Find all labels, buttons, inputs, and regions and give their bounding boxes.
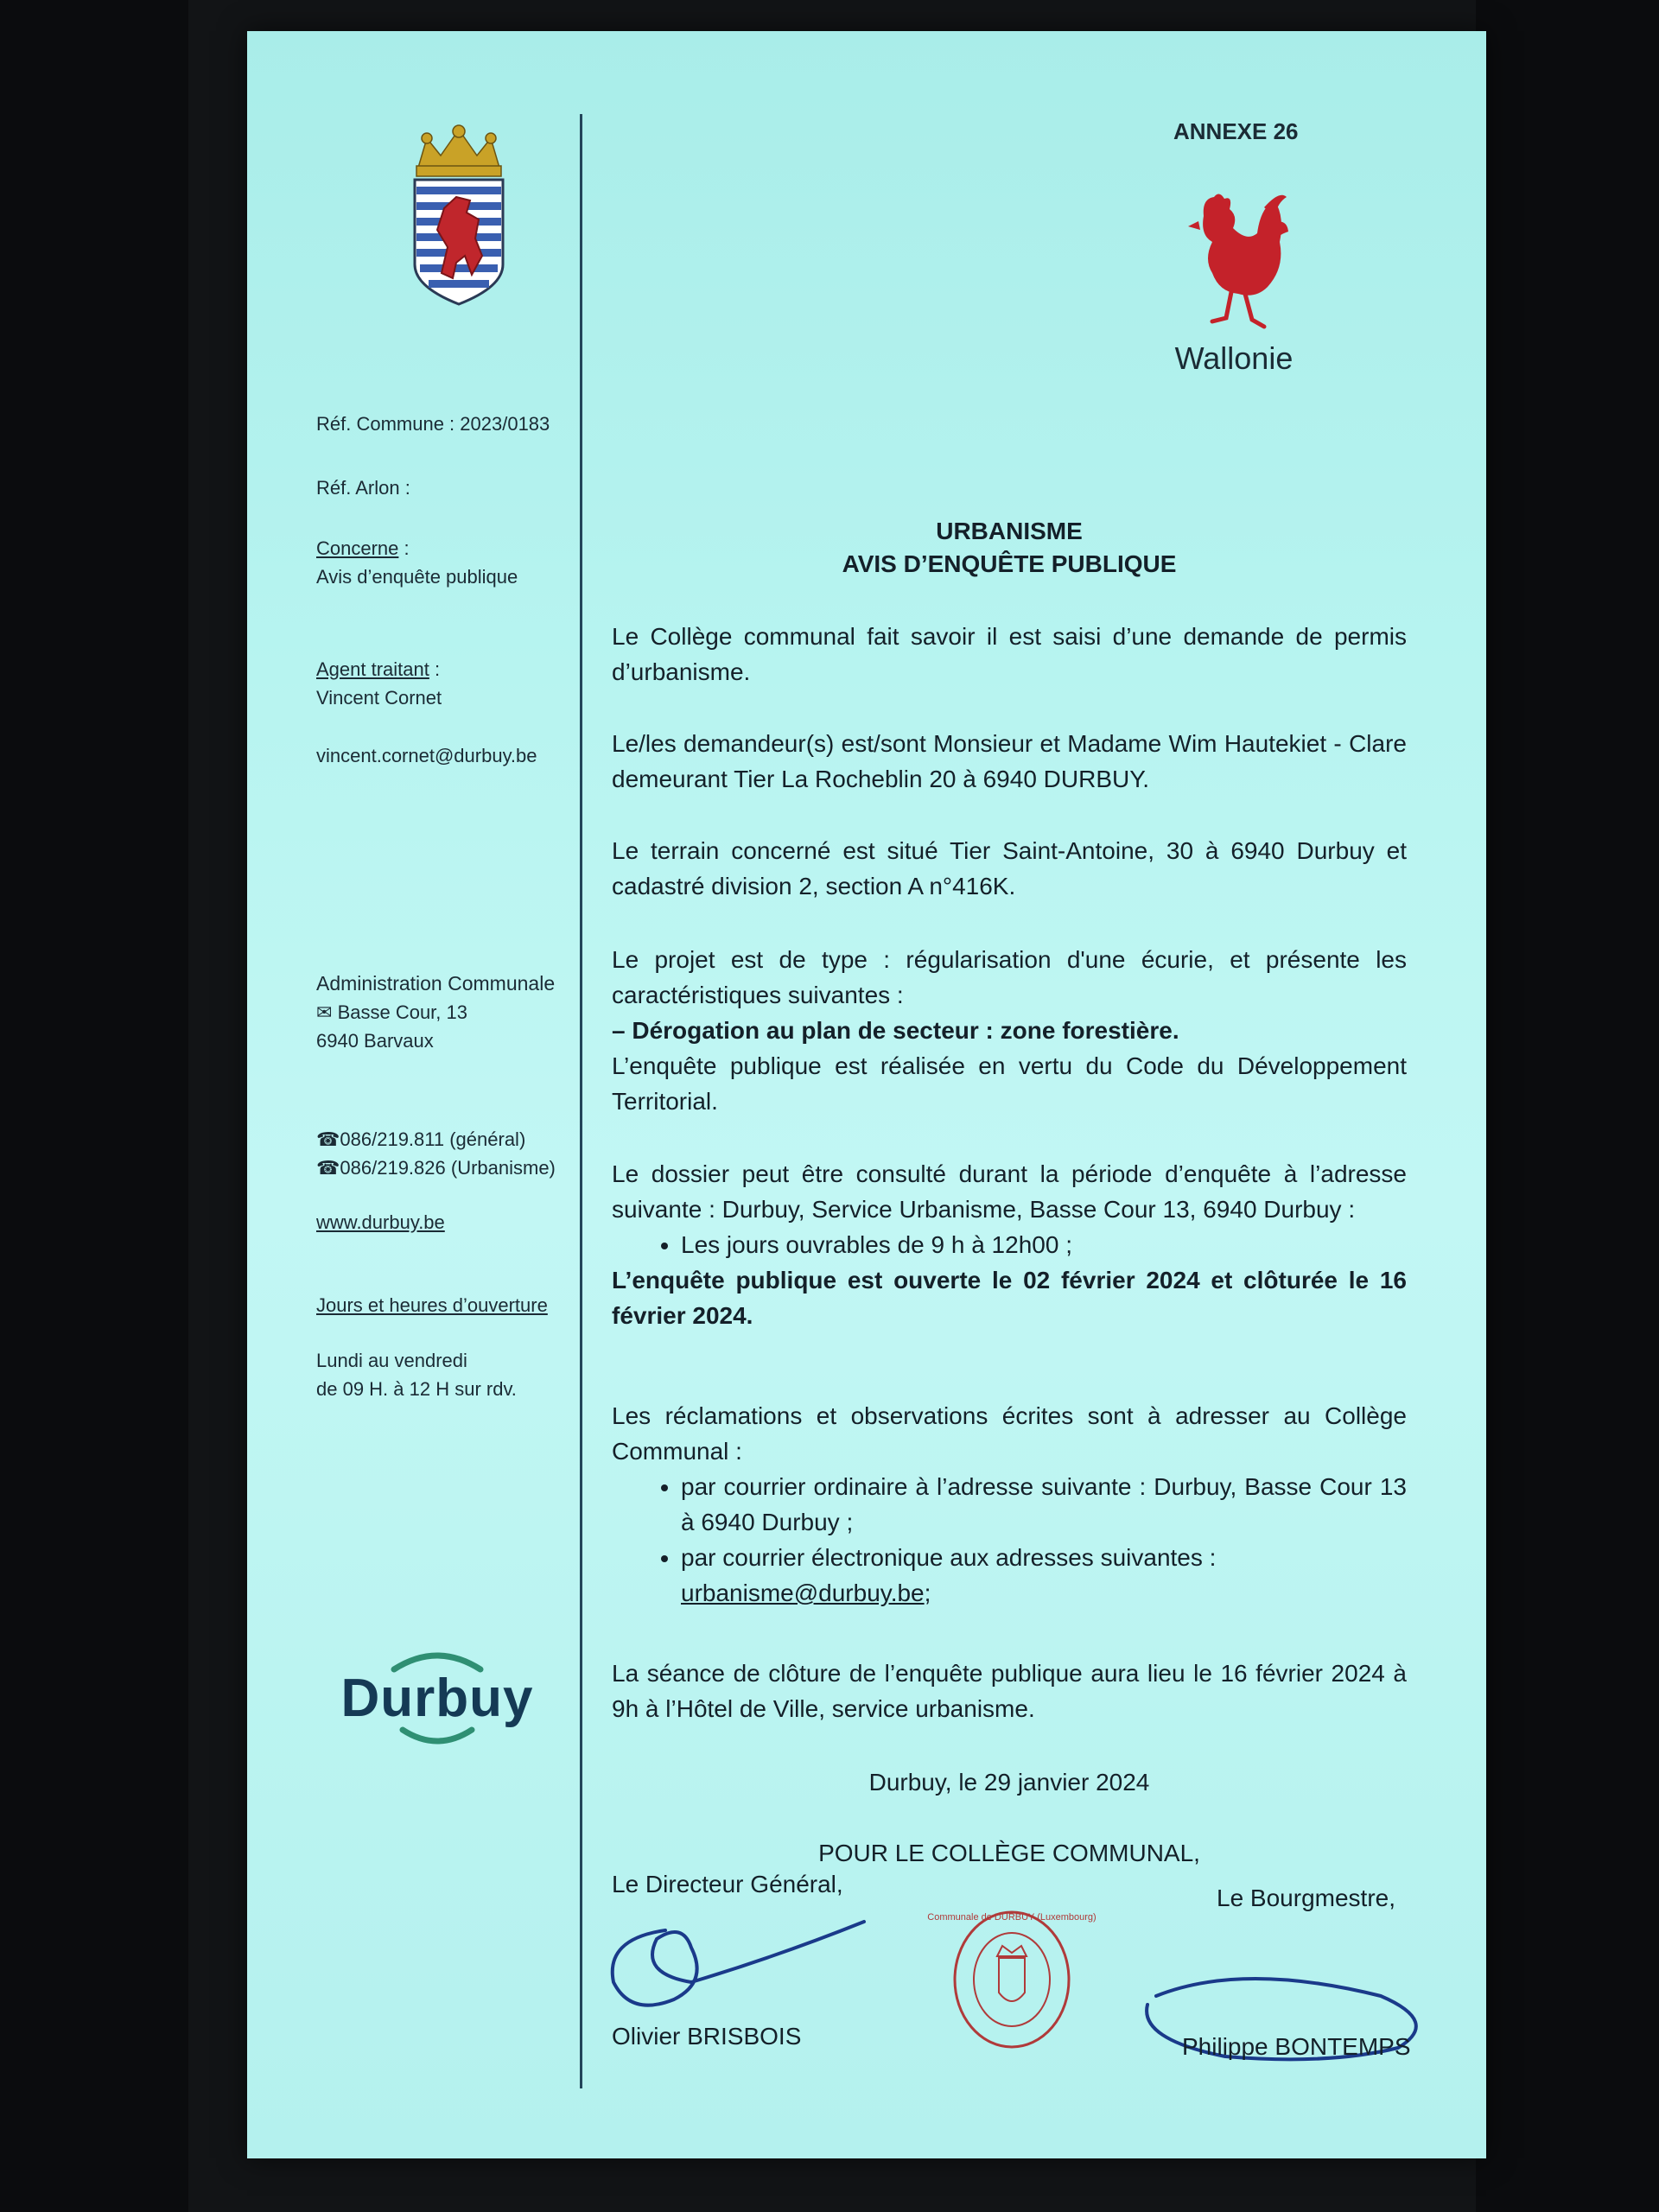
mayor-title: Le Bourgmestre,	[1217, 1885, 1395, 1911]
agent-email[interactable]: vincent.cornet@durbuy.be	[316, 745, 537, 766]
director-title: Le Directeur Général,	[612, 1871, 843, 1897]
walloon-rooster-icon	[1178, 190, 1290, 337]
paragraph-6-intro: Les réclamations et observations écrites sont à adresser au Collège Communal :	[612, 1402, 1407, 1465]
college-line: POUR LE COLLÈGE COMMUNAL,	[818, 1840, 1200, 1866]
agent-block	[316, 655, 575, 712]
ref-commune: Réf. Commune : 2023/0183	[316, 413, 550, 435]
list-item: • Les jours ouvrables de 9 h à 12h00 ;	[681, 1227, 1407, 1262]
paragraph-6	[612, 1398, 1407, 1611]
enquiry-period: L’enquête publique est ouverte le 02 février 2024 et clôturée le 16 février 2024.	[612, 1267, 1407, 1329]
paragraph-4-intro: Le projet est de type : régularisation d'une écurie, et présente les caractéristiques suivantes :	[612, 946, 1407, 1008]
hours-title: Jours et heures d’ouverture	[316, 1294, 548, 1316]
seal-text: Communale de DURBUY (Luxembourg)	[927, 1912, 1096, 1923]
paragraph-5	[612, 1156, 1407, 1333]
vertical-divider	[580, 114, 582, 2088]
notice-title	[612, 515, 1407, 581]
admin-title: Administration Communale	[316, 972, 556, 995]
logo-text: Durbuy	[340, 1669, 534, 1728]
paragraph-3: Le terrain concerné est situé Tier Saint-Antoine, 30 à 6940 Durbuy et cadastré division 2, section A n°416K.	[612, 837, 1407, 899]
agent-label: Agent traitant	[316, 658, 429, 680]
phone-general: 086/219.811 (général)	[340, 1128, 526, 1150]
paragraph-4	[612, 942, 1407, 1119]
paragraph-7: La séance de clôture de l’enquête publique aura lieu le 16 février 2024 à 9h à l’Hôtel de Ville, service urbanisme.	[612, 1660, 1407, 1722]
admin-city: 6940 Barvaux	[316, 1030, 434, 1052]
paragraph-4-code: L’enquête publique est réalisée en vertu du Code du Développement Territorial.	[612, 1052, 1407, 1115]
concerne-block	[316, 534, 575, 591]
durbuy-logo	[334, 1647, 541, 1751]
commune-seal	[927, 1906, 1096, 2053]
email-channel-text: par courrier électronique aux adresses suivantes :	[681, 1544, 1217, 1571]
paragraph-2: Le/les demandeur(s) est/sont Monsieur et Madame Wim Hautekiet - Clare demeurant Tier La Rocheblin 20 à 6940 DURBUY.	[612, 730, 1407, 792]
phone-urbanisme: 086/219.826 (Urbanisme)	[340, 1157, 556, 1179]
region-label: Wallonie	[1174, 340, 1294, 376]
director-signature	[605, 1904, 881, 2025]
opening-hours-list	[612, 1227, 1407, 1262]
concerne-label: Concerne	[316, 537, 399, 559]
logo-arc-bottom	[394, 1726, 480, 1751]
notice-sheet	[247, 31, 1486, 2158]
paragraph-4-derogation: – Dérogation au plan de secteur : zone forestière.	[612, 1017, 1179, 1044]
hours-line-1: Lundi au vendredi	[316, 1350, 467, 1371]
envelope-icon: ✉	[316, 1001, 333, 1023]
list-item	[681, 1540, 1407, 1611]
website-link[interactable]: www.durbuy.be	[316, 1211, 445, 1233]
coat-of-arms-icon	[403, 126, 515, 308]
complaint-channels-list	[612, 1469, 1407, 1611]
agent-name: Vincent Cornet	[316, 687, 442, 709]
mayor-name: Philippe BONTEMPS	[1182, 2033, 1411, 2060]
hours-block	[316, 1346, 575, 1403]
concerne-value: Avis d’enquête publique	[316, 566, 518, 588]
phone-icon: ☎	[316, 1157, 340, 1179]
concerne-colon: :	[398, 537, 410, 559]
paragraph-1: Le Collège communal fait savoir il est saisi d’une demande de permis d’urbanisme.	[612, 623, 1407, 685]
title-line-2: AVIS D’ENQUÊTE PUBLIQUE	[842, 550, 1177, 577]
phone-icon: ☎	[316, 1128, 340, 1150]
email-channel-end: ;	[924, 1580, 931, 1606]
hours-line-2: de 09 H. à 12 H sur rdv.	[316, 1378, 517, 1400]
date-line: Durbuy, le 29 janvier 2024	[868, 1769, 1150, 1796]
phone-block	[316, 1125, 575, 1182]
paragraph-5-intro: Le dossier peut être consulté durant la période d’enquête à l’adresse suivante : Durbuy, Service Urbanisme, Basse Cour 13, 6940 Durbuy :	[612, 1160, 1407, 1223]
admin-street: Basse Cour, 13	[337, 1001, 467, 1023]
list-item: • par courrier ordinaire à l’adresse suivante : Durbuy, Basse Cour 13 à 6940 Durbuy ;	[681, 1469, 1407, 1540]
ref-arlon: Réf. Arlon :	[316, 477, 410, 499]
address-block	[316, 969, 575, 1055]
annexe-label: ANNEXE 26	[1173, 118, 1299, 144]
agent-colon: :	[429, 658, 441, 680]
title-line-1: URBANISME	[936, 518, 1083, 544]
urbanisme-email-link[interactable]: urbanisme@durbuy.be	[681, 1580, 925, 1606]
director-name: Olivier BRISBOIS	[612, 2023, 802, 2050]
